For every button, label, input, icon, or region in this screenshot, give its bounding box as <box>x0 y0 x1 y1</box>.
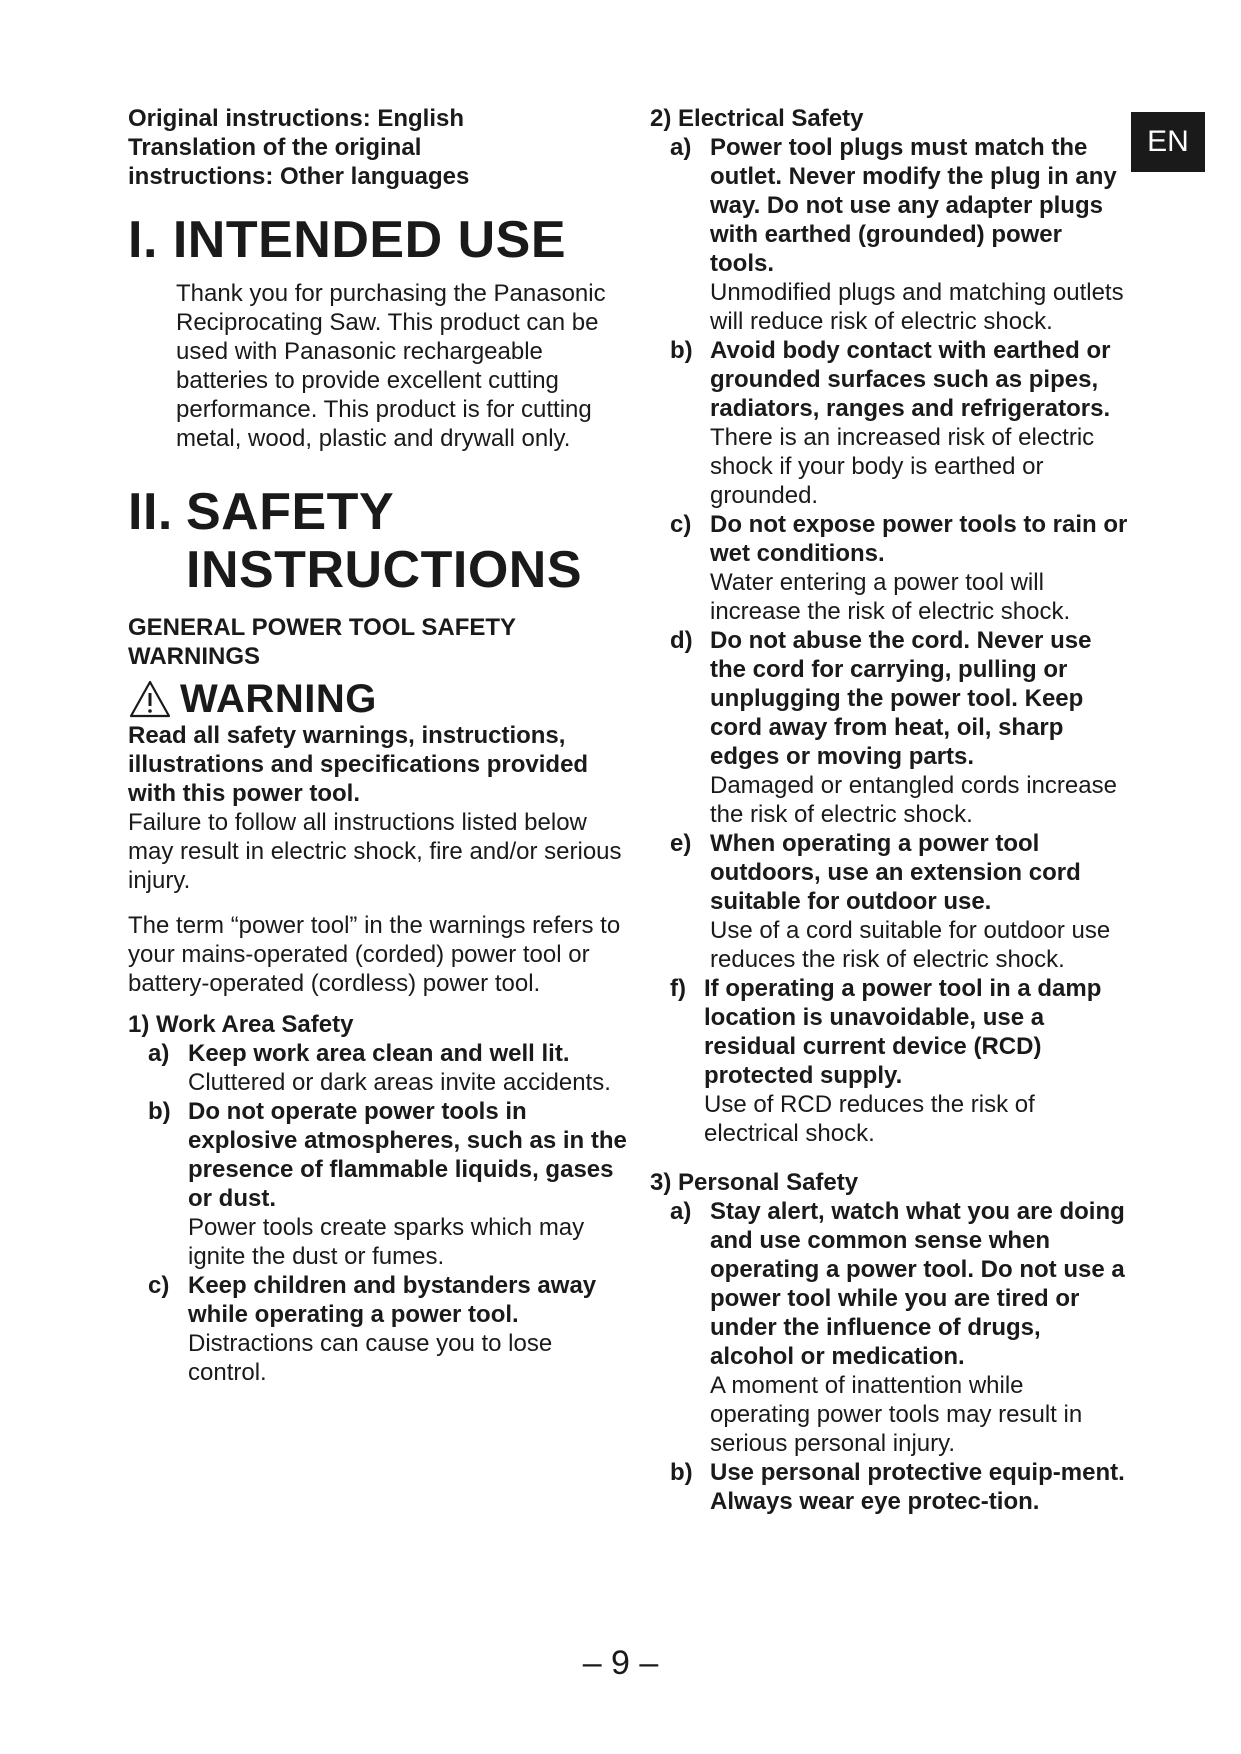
list-item <box>670 1458 1130 1516</box>
list-item <box>670 974 1130 1148</box>
item-text: Distractions can cause you to lose control. <box>188 1330 553 1386</box>
section-title: Electrical Safety <box>678 105 864 132</box>
item-heading: Do not expose power tools to rain or wet conditions. <box>710 511 1128 567</box>
list-item <box>670 829 1130 974</box>
item-text: Water entering a power tool will increase the risk of electric shock. <box>710 569 1071 625</box>
page-number: – 9 – <box>582 1644 659 1682</box>
warning-triangle-icon <box>128 679 172 719</box>
list-item <box>670 510 1130 626</box>
item-heading: Avoid body contact with earthed or grounded surfaces such as pipes, radiators, ranges and refrigerators. <box>710 337 1111 422</box>
power-tool-term-text: The term “power tool” in the warnings refers to your mains-operated (corded) power tool or battery-operated (cordless) power tool. <box>128 912 621 997</box>
header-line: Translation of the original <box>128 134 422 161</box>
safety-instructions-title <box>128 483 628 599</box>
intended-use-title: I. INTENDED USE <box>128 211 566 269</box>
section-work-area-safety <box>128 1010 628 1039</box>
intended-use-text: Thank you for purchasing the Panasonic Reciprocating Saw. This product can be used with Panasonic rechargeable batteries to provide excellent cutting performance. This product is for cutting metal, wood, plastic and drywall only. <box>176 280 606 452</box>
item-label: a) <box>670 134 692 161</box>
list-item <box>148 1097 628 1271</box>
item-label: d) <box>670 627 693 654</box>
right-column <box>650 104 1130 1516</box>
item-text: Use of RCD reduces the risk of electrical shock. <box>704 1091 1035 1147</box>
item-text: Cluttered or dark areas invite accidents. <box>188 1069 611 1096</box>
item-text: There is an increased risk of electric shock if your body is earthed or grounded. <box>710 424 1095 509</box>
list-item <box>670 133 1130 336</box>
item-text: A moment of inattention while operating power tools may result in serious personal injury. <box>710 1372 1083 1457</box>
warning-heading <box>128 677 628 721</box>
section-label: 2) <box>650 105 672 132</box>
section-title: Work Area Safety <box>156 1011 354 1038</box>
header-line: instructions: Other languages <box>128 163 470 190</box>
item-heading: Keep children and bystanders away while operating a power tool. <box>188 1272 597 1328</box>
safety-title-line2: INSTRUCTIONS <box>186 541 582 599</box>
section-personal-safety <box>650 1168 1130 1197</box>
item-heading: If operating a power tool in a damp location is unavoidable, use a residual current device (RCD) protected supply. <box>704 975 1102 1089</box>
item-label: f) <box>670 975 686 1002</box>
general-warnings-heading: GENERAL POWER TOOL SAFETY WARNINGS <box>128 614 516 670</box>
warning-text: Failure to follow all instructions listed below may result in electric shock, fire and/or serious injury. <box>128 809 622 894</box>
item-text: Use of a cord suitable for outdoor use reduces the risk of electric shock. <box>710 917 1111 973</box>
warning-title: WARNING <box>180 677 377 721</box>
item-label: a) <box>670 1198 692 1225</box>
list-item <box>670 336 1130 510</box>
item-label: b) <box>670 1459 693 1486</box>
item-label: e) <box>670 830 692 857</box>
item-heading: Power tool plugs must match the outlet. Never modify the plug in any way. Do not use any adapter plugs with earthed (grounded) power tools. <box>710 134 1117 277</box>
item-text: Unmodified plugs and matching outlets will reduce risk of electric shock. <box>710 279 1124 335</box>
item-heading: Stay alert, watch what you are doing and use common sense when operating a power tool. Do not use a power tool while you are tired or under the influence of drugs, alcohol or medication. <box>710 1198 1125 1370</box>
item-heading: Do not abuse the cord. Never use the cord for carrying, pulling or unplugging the power tool. Keep cord away from heat, oil, sharp edges or moving parts. <box>710 627 1092 770</box>
header-line: Original instructions: English <box>128 105 465 132</box>
item-heading: Keep work area clean and well lit. <box>188 1040 570 1067</box>
list-item <box>148 1039 628 1097</box>
item-label: c) <box>148 1272 170 1299</box>
item-text: Damaged or entangled cords increase the risk of electric shock. <box>710 772 1117 828</box>
warning-bold-text: Read all safety warnings, instructions, illustrations and specifications provided with this power tool. <box>128 722 589 807</box>
original-instructions-note <box>128 104 628 191</box>
item-label: b) <box>148 1098 171 1125</box>
section-label: 3) <box>650 1169 672 1196</box>
section-label: 1) <box>128 1011 150 1038</box>
section-electrical-safety <box>650 104 1130 133</box>
item-label: b) <box>670 337 693 364</box>
item-heading: Use personal protective equip-ment. Always wear eye protec-tion. <box>710 1459 1125 1515</box>
language-badge: EN <box>1131 112 1205 172</box>
item-label: a) <box>148 1040 170 1067</box>
safety-title-line1: SAFETY <box>186 483 395 541</box>
list-item <box>670 1197 1130 1458</box>
item-text: Power tools create sparks which may ignite the dust or fumes. <box>188 1214 585 1270</box>
safety-number: II. <box>128 483 173 541</box>
item-label: c) <box>670 511 692 538</box>
list-item <box>148 1271 628 1387</box>
section-title: Personal Safety <box>678 1169 859 1196</box>
item-heading: Do not operate power tools in explosive atmospheres, such as in the presence of flammable liquids, gases or dust. <box>188 1098 627 1212</box>
item-heading: When operating a power tool outdoors, use an extension cord suitable for outdoor use. <box>710 830 1081 915</box>
left-column <box>128 104 628 1387</box>
list-item <box>670 626 1130 829</box>
